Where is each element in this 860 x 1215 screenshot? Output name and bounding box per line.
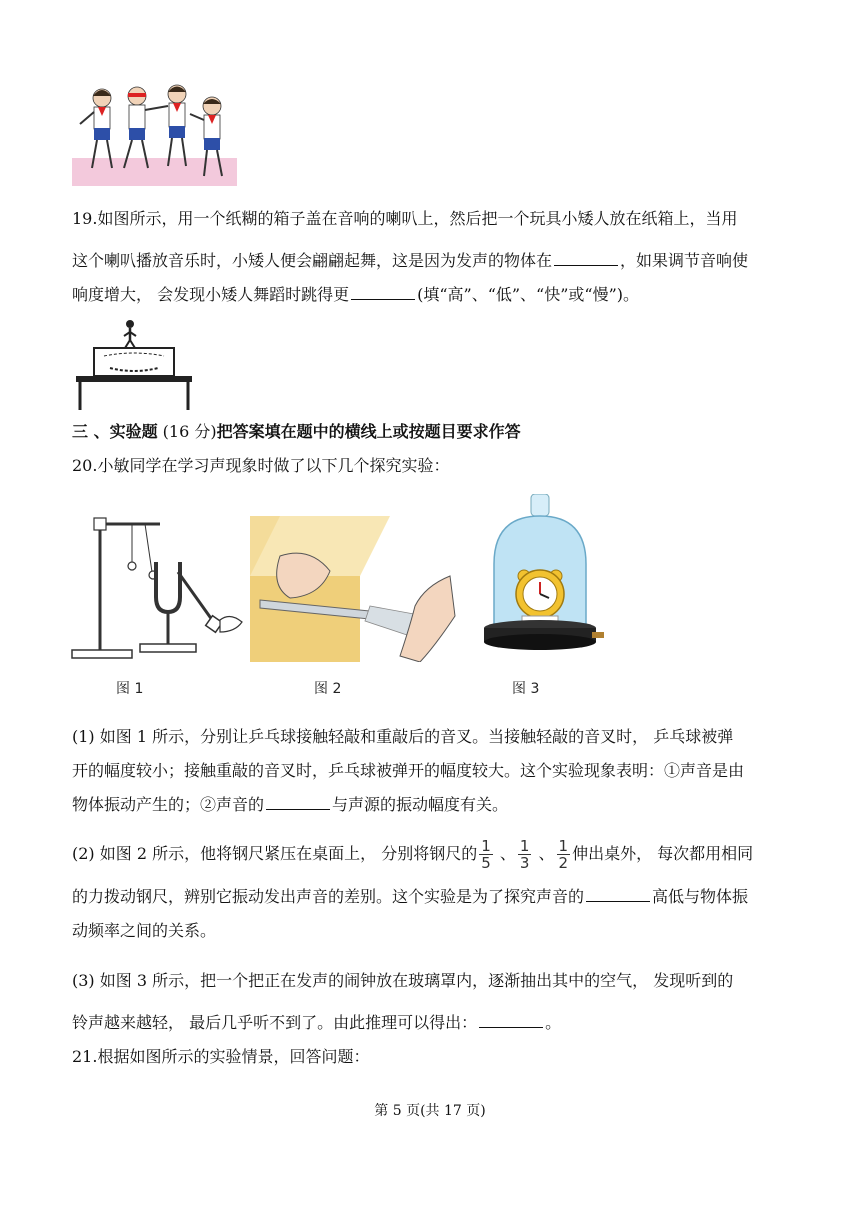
- figure-1-tuning-fork: [70, 512, 245, 662]
- q20-text: 的力拨动钢尺，辨别它振动发出声音的差别。这个实验是为了探究声音的: [72, 887, 585, 906]
- q20-p3-line-2: [72, 1012, 561, 1034]
- q20-p2-line-3: 动频率之间的关系。: [72, 921, 217, 940]
- q19-text: 响度增大， 会发现小矮人舞蹈时跳得更: [72, 285, 350, 304]
- q19-line-3: [72, 284, 639, 306]
- section-3-header: [72, 421, 521, 443]
- figure-3-caption: 图 3: [512, 681, 540, 697]
- q20-p1-line-3: [72, 794, 508, 816]
- answer-blank[interactable]: [351, 285, 415, 300]
- fraction-one-half: [557, 838, 571, 871]
- children-playing-illustration: [72, 76, 237, 186]
- q19-text: ，如果调节音响使: [620, 251, 749, 270]
- q20-text: 高低与物体振: [652, 887, 749, 906]
- figure-2-caption: 图 2: [314, 681, 342, 697]
- fraction-denominator: 3: [519, 854, 530, 872]
- answer-blank[interactable]: [586, 887, 650, 902]
- q19-line-2: [72, 250, 748, 272]
- page-footer: 第 5 页(共 17 页): [374, 1103, 486, 1119]
- answer-blank[interactable]: [554, 251, 618, 266]
- q20-p2-line-2: [72, 886, 748, 908]
- fraction-denominator: 2: [558, 854, 569, 872]
- q20-p1-line-1: (1) 如图 1 所示，分别让乒乓球接触轻敲和重敲后的音叉。当接触轻敲的音叉时， 乒乓球被弹: [72, 727, 734, 746]
- q21-intro: 21.根据如图所示的实验情景，回答问题：: [72, 1047, 370, 1066]
- figure-2-ruler-on-table: [250, 516, 460, 662]
- q20-p2-line-1: [72, 838, 753, 871]
- q19-text: (填“高”、“低”、“快”或“慢”)。: [417, 285, 640, 304]
- q20-text: (2) 如图 2 所示，他将钢尺紧压在桌面上， 分别将钢尺的: [72, 844, 478, 863]
- fraction-one-fifth: [479, 838, 493, 871]
- figure-3-bell-jar-clock: [474, 494, 606, 666]
- fraction-denominator: 5: [481, 854, 491, 872]
- q19-text: 这个喇叭播放音乐时，小矮人便会翩翩起舞，这是因为发声的物体在: [72, 251, 553, 270]
- q20-text: 铃声越来越轻， 最后几乎听不到了。由此推理可以得出：: [72, 1013, 478, 1032]
- q20-text: 物体振动产生的；②声音的: [72, 795, 265, 814]
- q20-p1-line-2: 开的幅度较小；接触重敲的音叉时，乒乓球被弹开的幅度较大。这个实验现象表明：①声音是由: [72, 761, 745, 780]
- figure-1-caption: 图 1: [116, 681, 144, 697]
- fraction-numerator: 1: [519, 837, 530, 855]
- fraction-numerator: 1: [558, 837, 569, 855]
- separator: 、: [499, 844, 516, 863]
- q20-text: 与声源的振动幅度有关。: [332, 795, 509, 814]
- speaker-box-illustration: [74, 318, 194, 410]
- section-3-prefix: 三 、实验题: [72, 422, 158, 441]
- answer-blank[interactable]: [266, 795, 330, 810]
- separator: 、: [538, 844, 555, 863]
- fraction-numerator: 1: [481, 837, 491, 855]
- q19-line-1: 19.如图所示，用一个纸糊的箱子盖在音响的喇叭上，然后把一个玩具小矮人放在纸箱上，当用: [72, 209, 738, 228]
- q20-intro: 20.小敏同学在学习声现象时做了以下几个探究实验：: [72, 456, 450, 475]
- fraction-one-third: [518, 838, 532, 871]
- q20-text: 伸出桌外， 每次都用相同: [572, 844, 754, 863]
- q20-text: 。: [545, 1013, 562, 1032]
- answer-blank[interactable]: [479, 1013, 543, 1028]
- section-3-score: (16 分): [157, 422, 217, 441]
- q20-p3-line-1: (3) 如图 3 所示，把一个把正在发声的闹钟放在玻璃罩内，逐渐抽出其中的空气， 发现听到的: [72, 971, 734, 990]
- section-3-instruction: 把答案填在题中的横线上或按题目要求作答: [216, 422, 521, 441]
